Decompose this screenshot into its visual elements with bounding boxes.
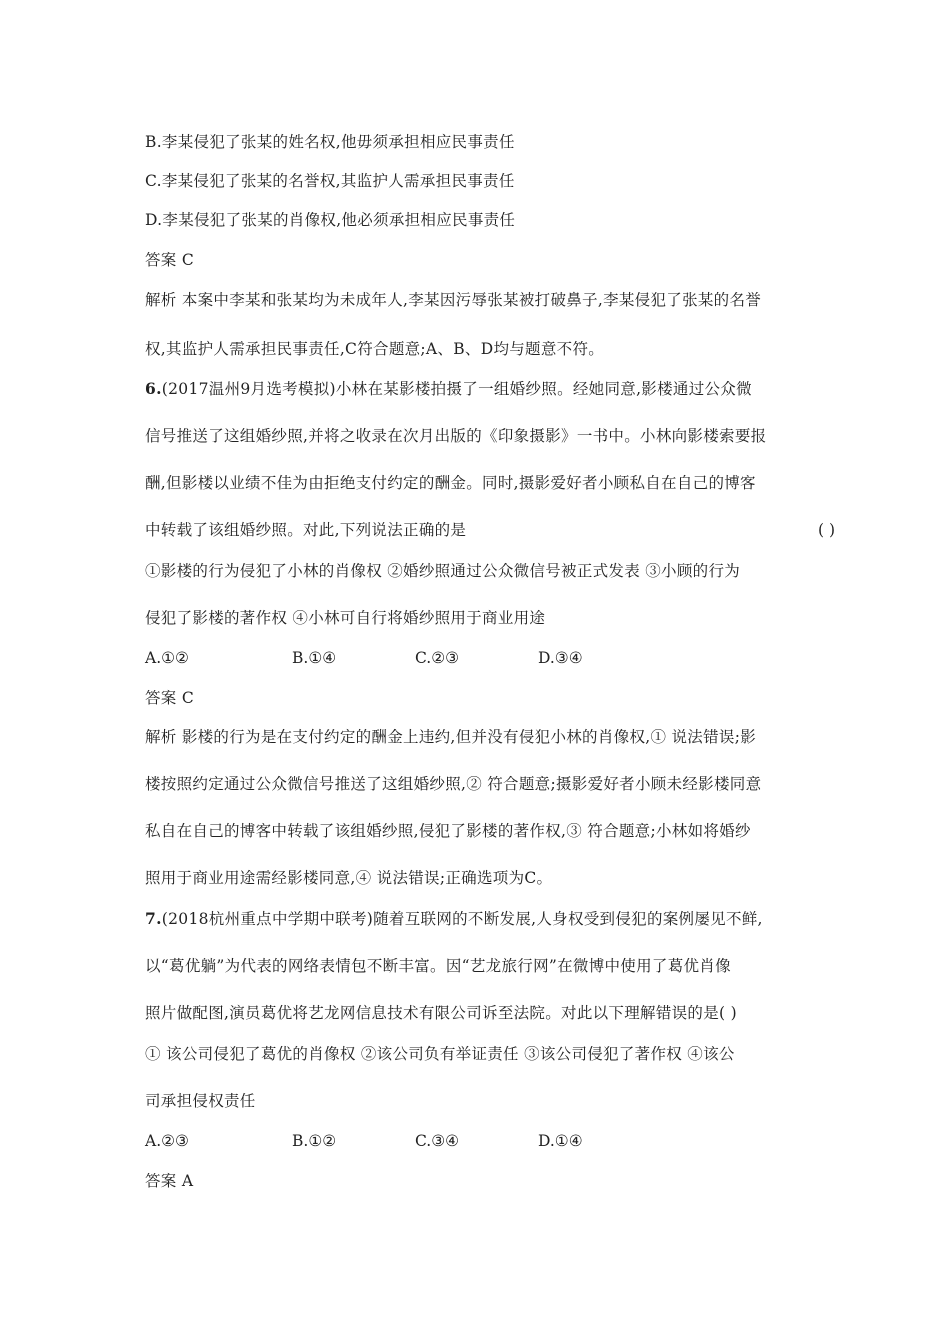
- option-b: B.李某侵犯了张某的姓名权,他毋须承担相应民事责任: [145, 133, 515, 151]
- question-6-line-1: [145, 378, 752, 400]
- question-7-text-1: (2018杭州重点中学期中联考)随着互联网的不断发展,人身权受到侵犯的案例屡见不鲜,: [161, 910, 763, 928]
- answer-7: 答案 A: [145, 1172, 194, 1190]
- answer-5: 答案 C: [145, 251, 194, 269]
- question-6-line-2: 信号推送了这组婚纱照,并将之收录在次月出版的《印象摄影》一书中。小林向影楼索要报: [145, 427, 767, 445]
- option-d: D.李某侵犯了张某的肖像权,他必须承担相应民事责任: [145, 211, 516, 229]
- question-6-option-a: A.①②: [145, 649, 189, 667]
- question-7-option-a: A.②③: [145, 1132, 189, 1150]
- question-7-statements-2: 司承担侵权责任: [145, 1092, 256, 1110]
- question-7-line-3: 照片做配图,演员葛优将艺龙网信息技术有限公司诉至法院。对此以下理解错误的是( ): [145, 1004, 737, 1022]
- analysis-6-line-1: 解析 影楼的行为是在支付约定的酬金上违约,但并没有侵犯小林的肖像权,① 说法错误;影: [145, 728, 757, 746]
- analysis-5-line-2: 权,其监护人需承担民事责任,C符合题意;A、B、D均与题意不符。: [145, 340, 605, 358]
- question-6-text-1: (2017温州9月选考模拟)小林在某影楼拍摄了一组婚纱照。经她同意,影楼通过公众微: [161, 380, 752, 398]
- answer-parentheses: ( ): [818, 521, 836, 539]
- question-7-statements-1: ① 该公司侵犯了葛优的肖像权 ②该公司负有举证责任 ③该公司侵犯了著作权 ④该公: [145, 1045, 735, 1063]
- question-7-option-c: C.③④: [415, 1132, 460, 1150]
- analysis-6-line-3: 私自在自己的博客中转载了该组婚纱照,侵犯了影楼的著作权,③ 符合题意;小林如将婚纱: [145, 822, 751, 840]
- analysis-5-line-1: 解析 本案中李某和张某均为未成年人,李某因污辱张某被打破鼻子,李某侵犯了张某的名誉: [145, 291, 762, 309]
- question-7-option-b: B.①②: [292, 1132, 337, 1150]
- question-6-statements-1: ①影楼的行为侵犯了小林的肖像权 ②婚纱照通过公众微信号被正式发表 ③小顾的行为: [145, 562, 741, 580]
- answer-6: 答案 C: [145, 689, 194, 707]
- question-6-option-b: B.①④: [292, 649, 337, 667]
- question-7-option-d: D.①④: [538, 1132, 583, 1150]
- question-6-option-c: C.②③: [415, 649, 460, 667]
- question-6-line-4: 中转载了该组婚纱照。对此,下列说法正确的是: [145, 521, 467, 539]
- option-c: C.李某侵犯了张某的名誉权,其监护人需承担民事责任: [145, 172, 515, 190]
- question-6-number: 6.: [145, 379, 162, 398]
- question-6-statements-2: 侵犯了影楼的著作权 ④小林可自行将婚纱照用于商业用途: [145, 609, 546, 627]
- question-7-line-2: 以“葛优躺”为代表的网络表情包不断丰富。因“艺龙旅行网”在微博中使用了葛优肖像: [145, 957, 731, 975]
- question-6-line-3: 酬,但影楼以业绩不佳为由拒绝支付约定的酬金。同时,摄影爱好者小顾私自在自己的博客: [145, 474, 756, 492]
- analysis-6-line-2: 楼按照约定通过公众微信号推送了这组婚纱照,② 符合题意;摄影爱好者小顾未经影楼同意: [145, 775, 762, 793]
- question-7-line-1: [145, 908, 763, 930]
- question-7-number: 7.: [145, 909, 162, 928]
- question-6-option-d: D.③④: [538, 649, 583, 667]
- analysis-6-line-4: 照用于商业用途需经影楼同意,④ 说法错误;正确选项为C。: [145, 869, 553, 887]
